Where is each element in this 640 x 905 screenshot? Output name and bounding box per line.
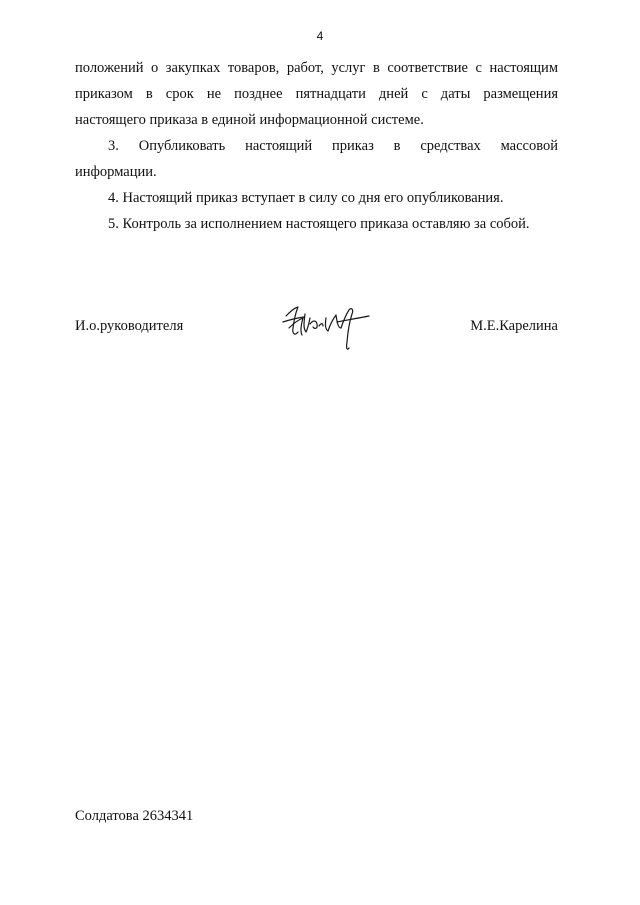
handwritten-signature-icon [277, 298, 373, 354]
paragraph-line: информации. [75, 164, 157, 180]
paragraph-line: положений о закупках товаров, работ, услуг в соответствие с настоящим [75, 60, 558, 76]
paragraph-line: 3. Опубликовать настоящий приказ в средствах массовой [108, 138, 558, 154]
page-number: 4 [316, 29, 324, 43]
signatory-role: И.о.руководителя [75, 318, 184, 334]
paragraph-line: настоящего приказа в единой информационной системе. [75, 112, 424, 128]
executor-note: Солдатова 2634341 [75, 808, 194, 824]
paragraph-line: 5. Контроль за исполнением настоящего приказа оставляю за собой. [108, 216, 530, 232]
paragraph-line: приказом в срок не позднее пятнадцати дней с даты размещения [75, 86, 558, 102]
signatory-name: М.Е.Карелина [470, 318, 558, 334]
paragraph-line: 4. Настоящий приказ вступает в силу со дня его опубликования. [108, 190, 504, 206]
